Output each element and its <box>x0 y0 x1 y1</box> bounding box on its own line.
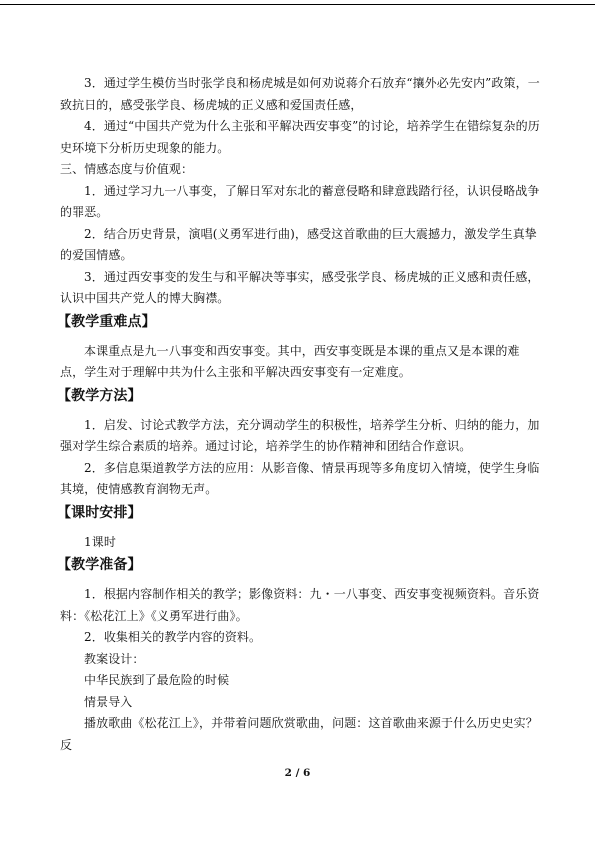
spacer <box>60 576 542 584</box>
spacer <box>60 333 542 341</box>
key-points-text: 本课重点是九一八事变和西安事变。其中，西安事变既是本课的重点又是本课的难点，学生对于理解中共为什么主张和平解决西安事变有一定难度。 <box>60 343 520 379</box>
document-body <box>57 73 542 756</box>
spacer <box>60 524 542 532</box>
heading-preparation: 【教学准备】 <box>57 557 142 573</box>
emotion-item-2: 2．结合历史背景，演唱(义勇军进行曲)，感受这首歌曲的巨大震撼力，激发学生真挚的爱国情感。 <box>60 226 537 262</box>
heading-schedule: 【课时安排】 <box>57 504 142 521</box>
scenario-intro-label: 情景导入 <box>84 694 133 709</box>
spacer <box>60 407 542 415</box>
heading-key-points: 【教学重难点】 <box>57 313 156 330</box>
scenario-intro-text: 播放歌曲《松花江上》，并带着问题欣赏歌曲，问题：这首歌曲来源于什么历史史实？反 <box>60 716 538 752</box>
preparation-item-1: 1．根据内容制作相关的教学；影像资料：九・一八事变、西安事变视频资料。音乐资料：《松花江上》《义勇军进行曲》。 <box>60 587 540 623</box>
section-heading-emotion: 三、情感态度与价值观： <box>60 162 194 176</box>
header-rule <box>0 4 595 5</box>
emotion-item-1: 1．通过学习九一八事变，了解日军对东北的蓄意侵略和肆意践踏行径，认识侵略战争的罪恶。 <box>60 183 540 219</box>
lesson-title: 中华民族到了最危险的时候 <box>84 673 230 687</box>
method-item-1: 1．启发、讨论式教学方法，充分调动学生的积极性，培养学生分析、归纳的能力，加强对学生综合素质的培养。通过讨论，培养学生的协作精神和团结合作意识。 <box>60 417 540 453</box>
heading-teaching-methods: 【教学方法】 <box>57 387 142 404</box>
preparation-item-2: 2．收集相关的教学内容的资料。 <box>84 630 262 644</box>
method-item-2: 2．多信息渠道教学方法的应用：从影音像、情景再现等多角度切入情境，使学生身临其境，使情感教育润物无声。 <box>60 460 540 496</box>
schedule-text: 1课时 <box>84 534 116 549</box>
emotion-item-3: 3．通过西安事变的发生与和平解决等事实，感受张学良、杨虎城的正义感和责任感，认识中国共产党人的博大胸襟。 <box>60 269 540 305</box>
page-number: 2 / 6 <box>284 767 311 779</box>
lesson-design-label: 教案设计： <box>84 651 145 666</box>
objective-4: 4．通过“中国共产党为什么主张和平解决西安事变”的讨论，培养学生在错综复杂的历史环境下分析历史现象的能力。 <box>60 119 540 155</box>
objective-3: 3．通过学生模仿当时张学良和杨虎城是如何劝说蒋介石放弃“攘外必先安内”政策，一致抗日的，感受张学良、杨虎城的正义感和爱国责任感， <box>60 76 540 112</box>
